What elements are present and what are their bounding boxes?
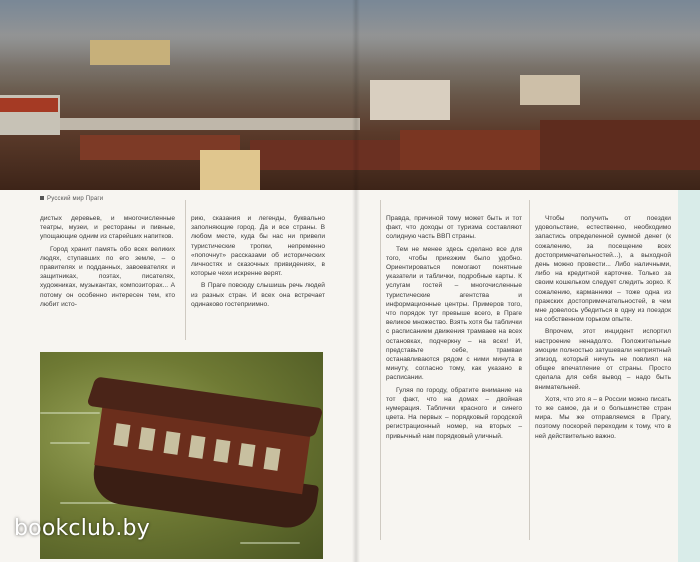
column-divider xyxy=(529,200,530,540)
photo-caption: Русский мир Праги xyxy=(40,196,103,202)
column-divider xyxy=(185,200,186,340)
roof xyxy=(540,120,700,170)
building xyxy=(520,75,580,105)
paragraph: В Праге повсюду слышишь речь людей из разных стран. И всех она встречает одинаково гостеприимно. xyxy=(191,282,325,308)
paragraph: Гуляя по городу, обратите внимание на тот факт, что на домах – двойная нумерация. Таблички красного и синего цвета. На первых – порядковый городской регистрационный номер, на вторых – привычный нам порядковый уличный. xyxy=(386,386,522,440)
accent-band xyxy=(678,190,700,562)
roof xyxy=(400,130,540,170)
text-column-4 xyxy=(535,214,671,444)
paragraph: Чтобы получить от поездки удовольствие, естественно, необходимо запастись определенной суммой денег (к сожалению, за посещение всех достопримечательностей...), а выходной день можно провести... Либо наличными, либо на кредитной карточке. Только за своим кошельком следует следить зорко. К сожалению, карманники – тоже одна из пражских достопримечательностей, в чем мне довелось убедиться в одну из поездок на собственном горьком опыте. xyxy=(535,215,671,324)
water-ripple xyxy=(240,542,300,544)
paragraph: Хотя, что это я – в России можно писать то же самое, да и о большинстве стран мира. Мы же отправляемся в Прагу, поэтому поскорей переходим к тому, что в ней действительно важно. xyxy=(535,395,671,440)
paragraph: рию, сказания и легенды, буквально заполняющие город. Да и все страны. В любом месте, куда бы нас ни привели туристические тропки, непременно «попочнут» рассказами об исторических личностях и сказочных привидениях, в которые чехи искренне верят. xyxy=(191,215,325,278)
building xyxy=(370,80,450,120)
building xyxy=(90,40,170,65)
prague-rooftops-photo xyxy=(0,0,700,190)
water-ripple xyxy=(40,412,100,414)
text-column-2 xyxy=(191,214,325,312)
roof xyxy=(250,140,400,170)
column-divider xyxy=(380,200,381,540)
building xyxy=(200,150,260,190)
paragraph: дистых деревьев, и многочисленные театры, музеи, и рестораны и пивные, упощающие одним из старейших напитков. xyxy=(40,215,175,241)
paragraph: Тем не менее здесь сделано все для того, чтобы приезжим было удобно. Ориентироваться помогают понятные указатели и таблички, подробные карты. К услугам гостей – многочисленные туристические агентства и информационные центры. Примеров того, что порядок тут превыше всего, в Праге великое множество. Взять хотя бы таблички с расписанием движения трамваев на всех остановках, подчеркну – на всех! И, представьте себе, трамваи останавливаются рядом с ними минута в минуту, согласно тому, как указано в расписании. xyxy=(386,245,522,382)
water-ripple xyxy=(50,442,90,444)
watermark: bookclub.by xyxy=(14,516,150,541)
paragraph: Город хранит память обо всех великих людях, ступавших по его земле, – о правителях и подданных, завоевателях и защитниках, поэтах, писателях, художниках, музыкантах, композиторах... А потому он особенно интересен тем, кто любит исто- xyxy=(40,245,175,308)
paragraph: Впрочем, этот инцидент испортил настроение ненадолго. Положительные эмоции полностью затушевали неприятный эпизод, который ничуть не повлиял на общее впечатление от страны. Просто сделала для себя вывод – надо быть внимательней. xyxy=(535,328,671,391)
page-gutter xyxy=(352,0,360,562)
paragraph: Правда, причиной тому может быть и тот факт, что доходы от туризма составляют солидную часть ВВП страны. xyxy=(386,215,522,241)
text-column-3 xyxy=(386,214,522,444)
text-column-1 xyxy=(40,214,175,312)
building xyxy=(60,118,360,130)
roof xyxy=(0,98,58,112)
